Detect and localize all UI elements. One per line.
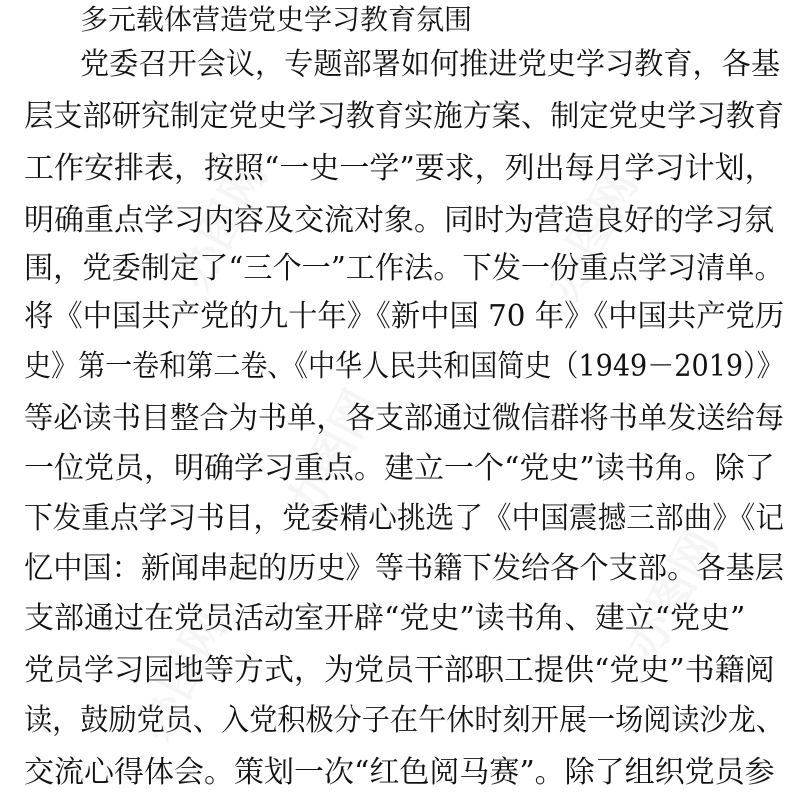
paragraph-line: 支部通过在党员活动室开辟“党史”读书角、建立“党史”	[24, 601, 746, 636]
watermark: 办图网	[165, 150, 278, 299]
paragraph-line: 层支部研究制定党史学习教育实施方案、制定党史学习教育	[24, 99, 784, 134]
watermark: 办图网	[535, 160, 648, 309]
watermark: 办图网	[275, 380, 388, 529]
paragraph-line: 一位党员，明确学习重点。建立一个“党史”读书角。除了	[24, 451, 775, 486]
watermark: 办图网	[615, 520, 728, 669]
paragraph-line: 史》第一卷和第二卷、《中华人民共和国简史（1949－2019）》	[24, 349, 784, 384]
section-heading: 多元载体营造党史学习教育氛围	[80, 3, 473, 36]
paragraph-line: 下发重点学习书目，党委精心挑选了《中国震撼三部曲》《记	[24, 501, 784, 536]
paragraph-line: 将《中国共产党的九十年》《新中国 70 年》《中国共产党历	[24, 299, 784, 334]
paragraph-line: 等必读书目整合为书单，各支部通过微信群将书单发送给每	[24, 401, 784, 436]
paragraph-line: 读，鼓励党员、入党积极分子在午休时刻开展一场阅读沙龙、	[24, 703, 784, 738]
paragraph-line: 党委召开会议，专题部署如何推进党史学习教育，各基	[80, 47, 780, 82]
watermark: 办图网	[125, 600, 238, 749]
paragraph-line: 明确重点学习内容及交流对象。同时为营造良好的学习氛	[24, 203, 774, 238]
paragraph-line: 忆中国：新闻串起的历史》等书籍下发给各个支部。各基层	[24, 551, 784, 586]
paragraph-line: 工作安排表，按照“一史一学”要求，列出每月学习计划，	[24, 151, 775, 186]
paragraph-line: 围，党委制定了“三个一”工作法。下发一份重点学习清单。	[24, 251, 784, 286]
paragraph-line: 党员学习园地等方式，为党员干部职工提供“党史”书籍阅	[24, 653, 775, 688]
paragraph-line: 交流心得体会。策划一次“红色阅马赛”。除了组织党员参	[24, 755, 775, 790]
